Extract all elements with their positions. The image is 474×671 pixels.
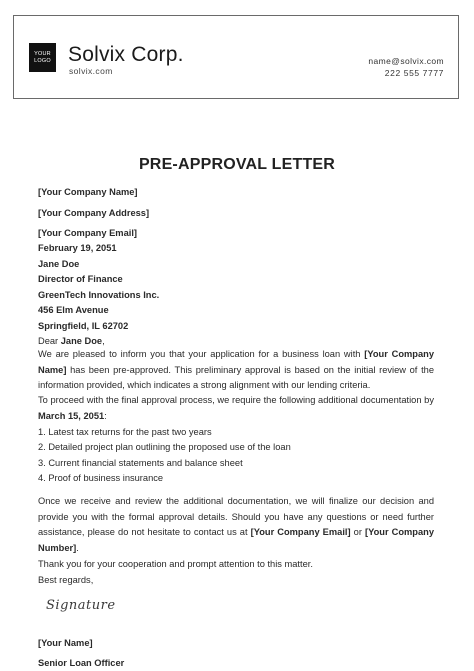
list-item: 1. Latest tax returns for the past two years [38, 427, 212, 437]
p1-company-name: [Your Company Name] [38, 349, 434, 375]
thank-you-line: Thank you for your cooperation and prompt attention to this matter. [38, 559, 313, 569]
p3-text-mid: or [350, 527, 365, 537]
p1-text-b: has been pre-approved. This preliminary approval is based on the initial review of the information provided, which indicates a strong alignment with our lending criteria. [38, 364, 434, 390]
contact-email: name@solvix.com [368, 56, 444, 66]
company-website: solvix.com [69, 66, 113, 76]
letterhead [13, 15, 459, 99]
contact-phone: 222 555 7777 [384, 68, 444, 78]
p2-text-a: To proceed with the final approval process, we require the following additional documentation by [38, 395, 434, 405]
p2-text-b: : [104, 410, 107, 421]
paragraph-next-steps [38, 494, 434, 556]
signer-name: [Your Name] [38, 638, 93, 648]
salutation-name: Jane Doe [60, 336, 103, 346]
recipient-name: Jane Doe [38, 259, 80, 269]
company-logo [29, 43, 56, 72]
letter-date: February 19, 2051 [38, 243, 117, 253]
recipient-street: 456 Elm Avenue [38, 305, 109, 315]
sender-company-email: [Your Company Email] [38, 228, 138, 238]
list-item: 3. Current financial statements and balance sheet [38, 458, 243, 468]
signer-title: Senior Loan Officer [38, 658, 125, 668]
logo-line-2: LOGO [34, 57, 51, 64]
closing: Best regards, [38, 575, 94, 585]
recipient-city: Springfield, IL 62702 [38, 321, 129, 331]
list-item: 4. Proof of business insurance [38, 473, 164, 483]
paragraph-documentation [38, 393, 434, 424]
sender-company-address: [Your Company Address] [38, 208, 150, 218]
recipient-title: Director of Finance [38, 274, 123, 284]
p2-deadline-date: March 15, 2051 [38, 410, 105, 421]
list-item: 2. Detailed project plan outlining the proposed use of the loan [38, 442, 291, 452]
salutation [38, 335, 105, 347]
p3-text-b: . [76, 542, 79, 553]
sender-company-name: [Your Company Name] [38, 187, 138, 197]
p3-text-a: Once we receive and review the additional documentation, we will finalize our decision and provide you with the formal approval details. Should you have any questions or need further assistance, please do not hesitate to contact us at [38, 496, 434, 537]
document-title: PRE-APPROVAL LETTER [138, 156, 336, 173]
p3-company-number: [Your Company Number] [38, 527, 434, 553]
company-name: Solvix Corp. [68, 43, 184, 66]
paragraph-preapproval [38, 347, 434, 394]
recipient-company: GreenTech Innovations Inc. [38, 290, 160, 300]
salutation-prefix: Dear [38, 336, 61, 346]
salutation-suffix: , [102, 336, 105, 346]
p1-text-a: We are pleased to inform you that your application for a business loan with [38, 349, 365, 359]
signature: Signature [46, 598, 116, 613]
logo-line-1: YOUR [34, 50, 51, 57]
p3-company-email: [Your Company Email] [250, 527, 351, 537]
